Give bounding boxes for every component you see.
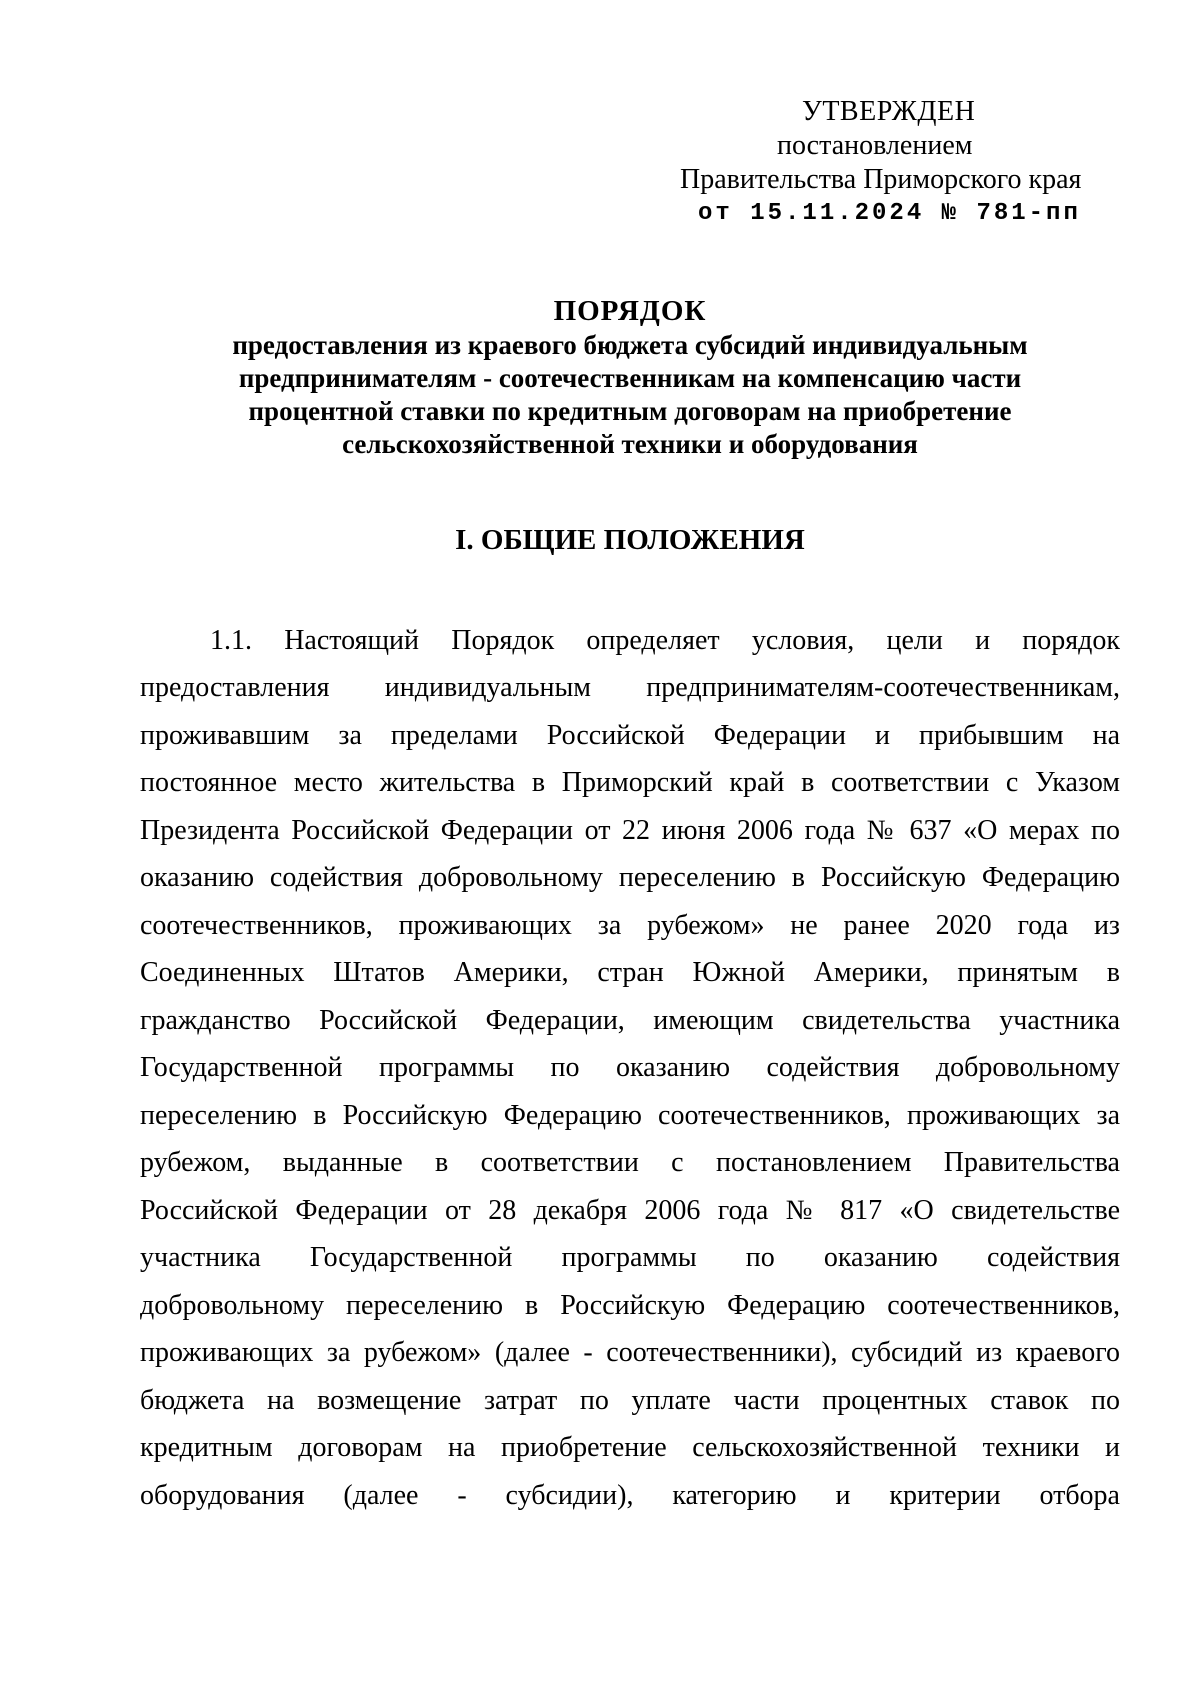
document-title: ПОРЯДОК xyxy=(553,295,707,327)
body-line: рубежом, выданные в соответствии с постановлением Правительства xyxy=(140,1147,1120,1178)
body-line: переселению в Российскую Федерацию соотечественников, проживающих за xyxy=(140,1100,1120,1131)
document-subtitle xyxy=(140,329,1120,461)
body-line: участника Государственной программы по оказанию содействия xyxy=(140,1242,1120,1273)
body-line: Президента Российской Федерации от 22 июня 2006 года № 637 «О мерах по xyxy=(140,815,1120,846)
body-line: оказанию содействия добровольному переселению в Российскую Федерацию xyxy=(140,862,1120,893)
body-line: Государственной программы по оказанию содействия добровольному xyxy=(140,1052,1120,1083)
body-line: оборудования (далее - субсидии), категорию и критерии отбора xyxy=(140,1480,1120,1511)
approval-block xyxy=(660,95,1120,231)
approval-by: постановлением xyxy=(777,130,973,161)
body-line: проживающих за рубежом» (далее - соотечественники), субсидий из краевого xyxy=(140,1337,1120,1368)
section-heading: I. ОБЩИЕ ПОЛОЖЕНИЯ xyxy=(455,524,805,556)
body-line: гражданство Российской Федерации, имеющим свидетельства участника xyxy=(140,1005,1120,1036)
subtitle-line: сельскохозяйственной техники и оборудования xyxy=(342,429,918,459)
body-line: предоставления индивидуальным предпринимателям-соотечественникам, xyxy=(140,672,1120,703)
body-line: проживавшим за пределами Российской Федерации и прибывшим на xyxy=(140,720,1120,751)
subtitle-line: предоставления из краевого бюджета субсидий индивидуальным xyxy=(232,330,1028,360)
approval-government: Правительства Приморского края xyxy=(680,164,1082,195)
body-line: Российской Федерации от 28 декабря 2006 года № 817 «О свидетельстве xyxy=(140,1195,1120,1226)
approval-date-number: от 15.11.2024 № 781-пп xyxy=(698,200,1081,227)
body-line: бюджета на возмещение затрат по уплате части процентных ставок по xyxy=(140,1385,1120,1416)
body-line: кредитным договорам на приобретение сельскохозяйственной техники и xyxy=(140,1432,1120,1463)
body-line: 1.1. Настоящий Порядок определяет условия, цели и порядок xyxy=(210,625,1120,656)
body-line: добровольному переселению в Российскую Федерацию соотечественников, xyxy=(140,1290,1120,1321)
approval-status: УТВЕРЖДЕН xyxy=(802,96,976,127)
subtitle-line: процентной ставки по кредитным договорам на приобретение xyxy=(248,396,1012,426)
subtitle-line: предпринимателям - соотечественникам на компенсацию части xyxy=(238,363,1022,393)
body-line: постоянное место жительства в Приморский край в соответствии с Указом xyxy=(140,767,1120,798)
title-block xyxy=(140,293,1120,461)
body-line: соотечественников, проживающих за рубежом» не ранее 2020 года из xyxy=(140,910,1120,941)
body-line: Соединенных Штатов Америки, стран Южной Америки, принятым в xyxy=(140,957,1120,988)
